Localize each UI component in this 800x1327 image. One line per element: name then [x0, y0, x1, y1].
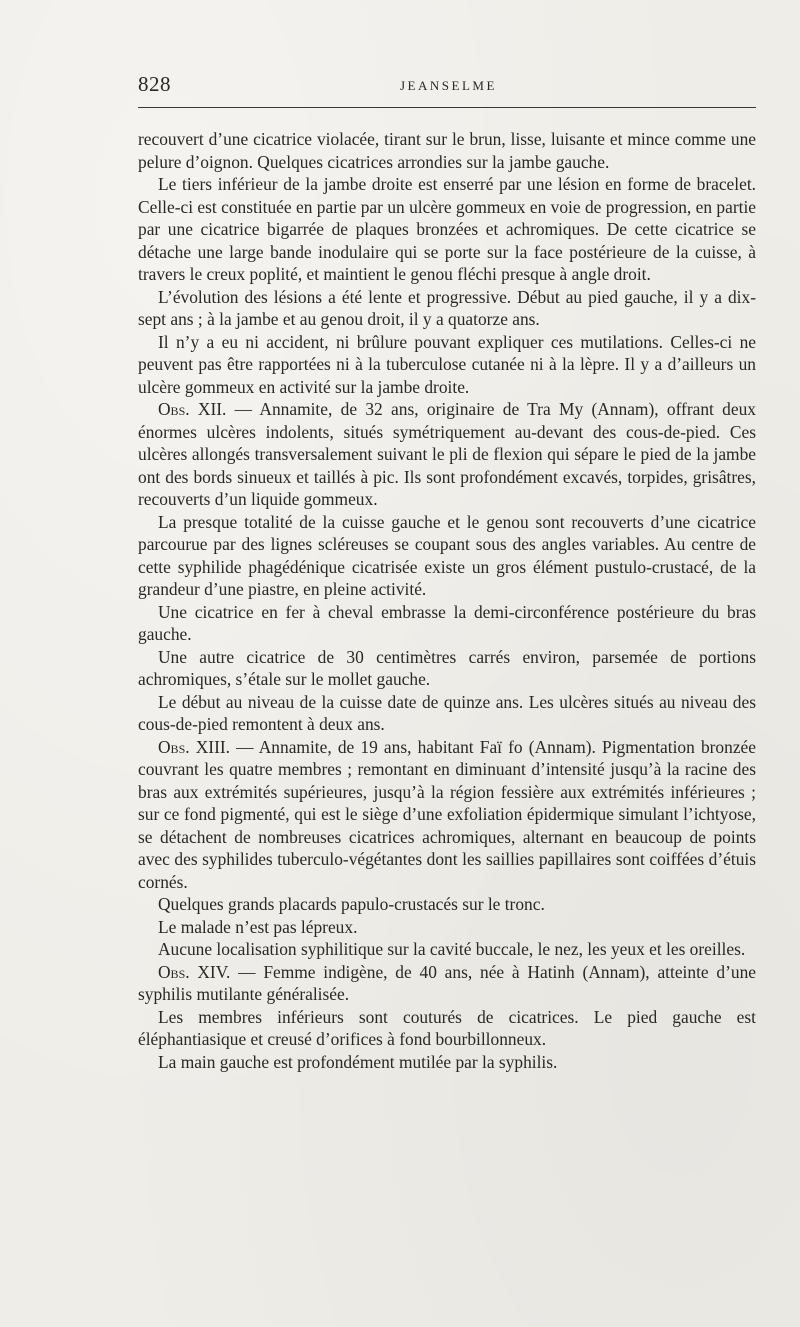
paragraph: La presque totalité de la cuisse gauche et le genou sont recouverts d’une cicatrice parcourue par des lignes scléreuses se coupant sous des angles variables. Au centre de cette syphilide phagédénique cicatrisée existe un gros élément pustulo-crustacé, de la grandeur d’une piastre, en pleine activité.	[138, 511, 756, 599]
observation-label: Obs. XIV.	[158, 961, 231, 982]
header-rule	[138, 107, 756, 108]
paragraph: Aucune localisation syphilitique sur la cavité buccale, le nez, les yeux et les oreilles.	[158, 939, 746, 959]
observation-label: Obs. XII.	[158, 399, 227, 419]
paragraph: Quelques grands placards papulo-crustacés sur le tronc.	[158, 894, 545, 914]
paragraph: Une cicatrice en fer à cheval embrasse la demi-circonférence postérieure du bras gauche.	[138, 601, 756, 644]
paragraph: Une autre cicatrice de 30 centimètres carrés environ, parsemée de portions achromiques, s’étale sur le mollet gauche.	[138, 646, 756, 689]
paragraph: Le malade n’est pas lépreux.	[158, 916, 358, 937]
observation-paragraph: Obs. XIII. — Annamite, de 19 ans, habitant Faï fo (Annam). Pigmentation bronzée couvrant les quatre membres ; remontant en diminuant d’intensité jusqu’à la racine des bras aux extrémités supérieures, jusqu’à la région fessière aux extrémités inférieures ; sur ce fond pigmenté, qui est le siège d’une exfoliation épidermique simulant l’ichtyose, se détachent de nombreuses cicatrices achromiques, alternant en beaucoup de points avec des syphilides tuberculo-végétantes dont les saillies papillaires sont coiffées d’étuis cornés.	[138, 736, 756, 892]
running-head	[138, 72, 756, 102]
observation-label: Obs. XIII.	[158, 736, 231, 757]
body-text	[138, 128, 756, 1073]
observation-paragraph: Obs. XIV. — Femme indigène, de 40 ans, née à Hatinh (Annam), atteinte d’une syphilis mutilante généralisée.	[138, 961, 756, 1004]
paragraph: Le tiers inférieur de la jambe droite est enserré par une lésion en forme de bracelet. Celle-ci est constituée en partie par un ulcère gommeux en voie de progression, en partie par une cicatrice bigarrée de plaques bronzées et achromiques. De cette cicatrice se détache une large bande inodulaire qui se porte sur la face postérieure de la cuisse, à travers le creux poplité, et maintient le genou fléchi presque à angle droit.	[138, 174, 756, 284]
paragraph: Le début au niveau de la cuisse date de quinze ans. Les ulcères situés au niveau des cous-de-pied remontent à deux ans.	[138, 691, 756, 734]
paragraph: Les membres inférieurs sont couturés de cicatrices. Le pied gauche est éléphantiasique et creusé d’orifices à fond bourbillonneux.	[138, 1006, 756, 1049]
running-title-author: JEANSELME	[400, 78, 497, 93]
page-number: 828	[138, 72, 171, 96]
paragraph: La main gauche est profondément mutilée par la syphilis.	[158, 1051, 558, 1072]
paragraph: L’évolution des lésions a été lente et progressive. Début au pied gauche, il y a dix-sept ans ; à la jambe et au genou droit, il y a quatorze ans.	[138, 286, 756, 329]
paragraph: Il n’y a eu ni accident, ni brûlure pouvant expliquer ces mutilations. Celles-ci ne peuvent pas être rapportées ni à la tuberculose cutanée ni à la lèpre. Il y a d’ailleurs un ulcère gommeux en activité sur la jambe droite.	[138, 331, 756, 397]
paragraph: recouvert d’une cicatrice violacée, tirant sur le brun, lisse, luisante et mince comme une pelure d’oignon. Quelques cicatrices arrondies sur la jambe gauche.	[138, 129, 756, 172]
observation-paragraph: Obs. XII. — Annamite, de 32 ans, originaire de Tra My (Annam), offrant deux énormes ulcères indolents, situés symétriquement au-devant des cous-de-pied. Ces ulcères allongés transversalement suivant le pli de flexion qui sépare le pied de la jambe ont des bords sinueux et taillés à pic. Ils sont profondément excavés, torpides, grisâtres, recouverts d’un liquide gommeux.	[138, 399, 756, 509]
